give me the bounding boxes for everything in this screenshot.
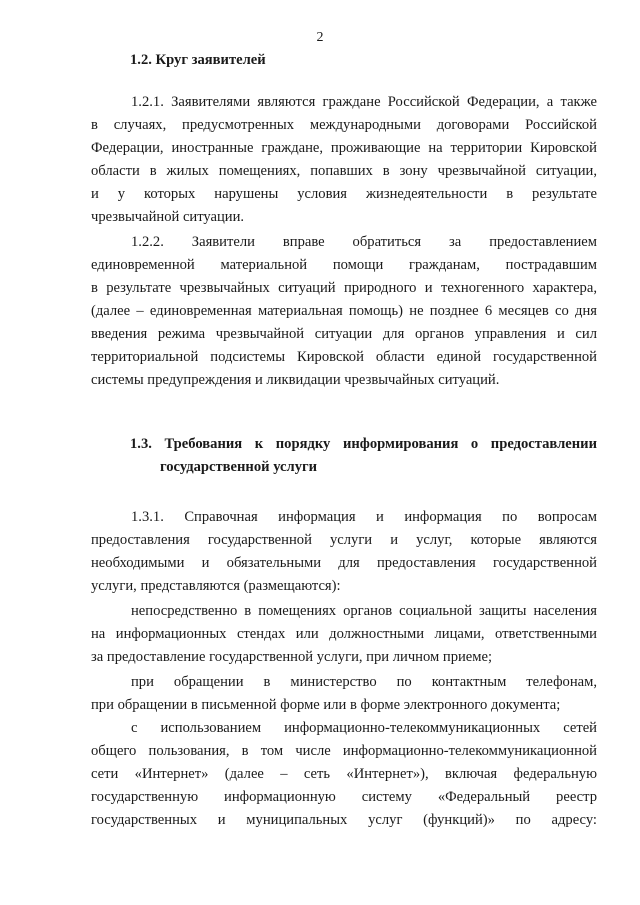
text-line: необходимыми и обязательными для предоставления государственной	[91, 555, 597, 571]
text-line: введения режима чрезвычайной ситуации для органов управления и сил	[91, 326, 597, 342]
text-line: 1.3.1. Справочная информация и информация по вопросам	[131, 509, 597, 525]
paragraph-direct-premises	[91, 600, 597, 669]
text-line: единовременной материальной помощи гражданам, пострадавшим	[91, 257, 597, 273]
paragraph-1-3-1	[91, 506, 597, 598]
text-line: Федерации, иностранные граждане, проживающие на территории Кировской	[91, 140, 597, 156]
paragraph-1-2-1	[91, 91, 597, 229]
section-1-3-heading	[130, 433, 597, 479]
text-line: 1.2.1. Заявителями являются граждане Российской Федерации, а также	[131, 94, 597, 110]
text-line: территориальной подсистемы Кировской области единой государственной	[91, 349, 597, 365]
text-line: (далее – единовременная материальная помощь) не позднее 6 месяцев со дня	[91, 303, 597, 319]
section-1-2-heading	[130, 49, 600, 72]
page-number: 2	[316, 30, 324, 45]
section-heading-text: 1.3. Требования к порядку информирования о предоставлении	[130, 436, 597, 452]
text-line: при обращении в письменной форме или в форме электронного документа;	[91, 697, 561, 713]
text-line: услуги, представляются (размещаются):	[91, 578, 341, 594]
text-line: в случаях, предусмотренных международными договорами Российской	[91, 117, 597, 133]
text-line: государственную информационную систему «Федеральный реестр	[91, 789, 597, 805]
text-line: за предоставление государственной услуги, при личном приеме;	[91, 649, 493, 665]
text-line: сети «Интернет» (далее – сеть «Интернет»), включая федеральную	[91, 766, 597, 782]
text-line: с использованием информационно-телекоммуникационных сетей	[131, 720, 597, 736]
text-line: государственных и муниципальных услуг (функций)» по адресу:	[91, 812, 597, 828]
text-line: предоставления государственной услуги и услуг, которые являются	[91, 532, 597, 548]
paragraph-internet	[91, 717, 597, 832]
text-line: на информационных стендах или должностными лицами, ответственными	[91, 626, 597, 642]
text-line: в результате чрезвычайных ситуаций природного и техногенного характера,	[91, 280, 597, 296]
text-line: чрезвычайной ситуации.	[91, 209, 245, 225]
text-line: системы предупреждения и ликвидации чрезвычайных ситуаций.	[91, 372, 500, 388]
text-line: непосредственно в помещениях органов социальной защиты населения	[131, 603, 597, 619]
text-line: общего пользования, в том числе информационно-телекоммуникационной	[91, 743, 597, 759]
text-line: 1.2.2. Заявители вправе обратиться за предоставлением	[131, 234, 597, 250]
text-line: области в жилых помещениях, попавших в зону чрезвычайной ситуации,	[91, 163, 597, 179]
paragraph-ministry-contact	[91, 671, 597, 717]
paragraph-1-2-2	[91, 231, 597, 392]
text-line: при обращении в министерство по контактным телефонам,	[131, 674, 597, 690]
text-line: и у которых нарушены условия жизнедеятельности в результате	[91, 186, 597, 202]
section-heading-text: 1.2. Круг заявителей	[130, 52, 266, 68]
section-heading-text: государственной услуги	[160, 459, 318, 475]
